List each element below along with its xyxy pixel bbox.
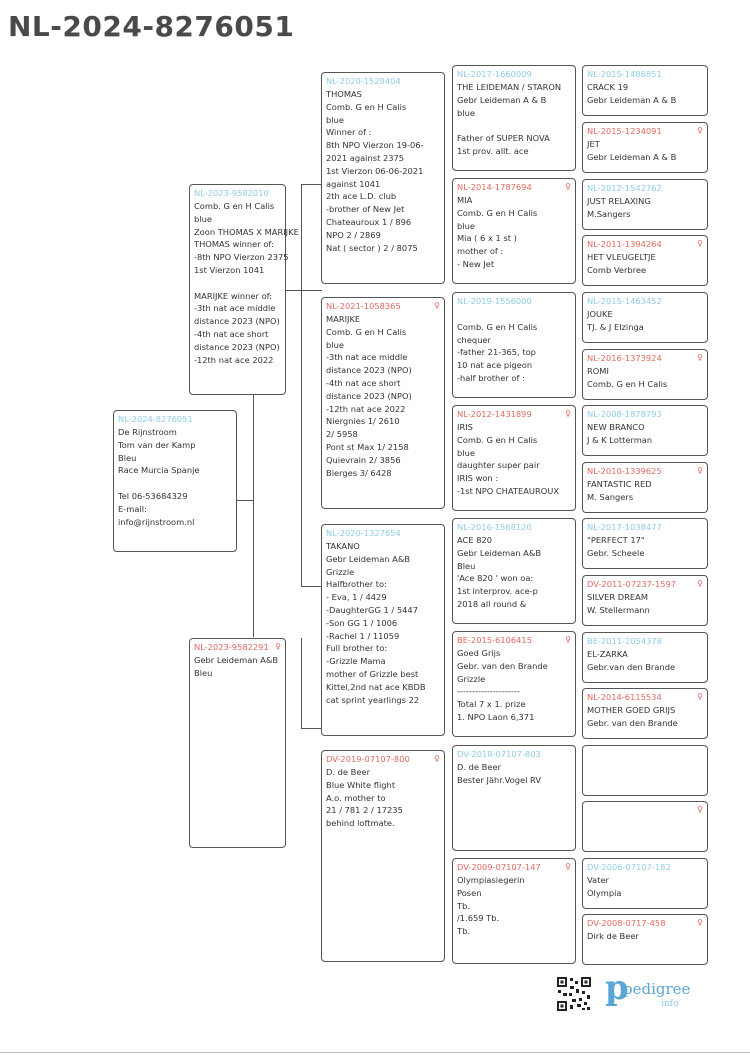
card-text-line: De Rijnstroom [118, 427, 177, 437]
card-header [457, 748, 571, 761]
connector-line [237, 500, 253, 501]
card-text-line: ACE 820 [457, 535, 493, 545]
pedigree-card-b9[interactable] [452, 292, 576, 398]
card-text-line: Dirk de Beer [587, 931, 639, 941]
card-header [457, 521, 571, 534]
card-text-line: -3th nat ace middle [194, 303, 276, 314]
pedigree-card-b0[interactable] [113, 410, 237, 552]
card-text-line: behind loftmate. [326, 818, 395, 829]
card-text-line: 2021 against 2375 [326, 152, 405, 163]
pedigree-card-b2[interactable] [189, 638, 286, 848]
pedigree-card-c8[interactable] [582, 518, 708, 569]
card-text-line: distance 2023 (NPO) [326, 390, 412, 401]
ring-number: DV-2009-07107-147 [457, 862, 541, 872]
card-text-line: -brother of New Jet [326, 204, 405, 215]
card-text-line: 21 / 781 2 / 17235 [326, 805, 403, 816]
card-text-line: Niergnies 1/ 2610 [326, 416, 400, 427]
card-text-line: Bleu [194, 667, 213, 678]
pedigree-card-c12[interactable] [582, 745, 708, 796]
ring-number: DV-2008-0717-458 [587, 918, 666, 928]
card-header [326, 753, 440, 766]
pedigree-card-b10[interactable] [452, 405, 576, 511]
card-text-line: FANTASTIC RED [587, 479, 652, 489]
card-text-line: CRACK 19 [587, 82, 629, 92]
card-text-line: - Eva, 1 / 4429 [326, 592, 387, 603]
pedigree-card-b14[interactable] [452, 858, 576, 964]
ring-number: DV-2006-07107-182 [587, 862, 671, 872]
pedigree-card-b1[interactable] [189, 184, 299, 395]
pedigree-card-c2[interactable] [582, 179, 708, 230]
card-text-line: Bleu [457, 560, 476, 571]
ring-number: NL-2023-9582010 [194, 188, 269, 198]
ring-number: DV-2011-07237-1597 [587, 579, 677, 589]
card-text-line: 2th ace L.D. club [326, 191, 397, 202]
card-text-line: mother of : [457, 246, 504, 257]
ring-number: DV-2019-07107-800 [326, 754, 410, 764]
ring-number: NL-2015-1463452 [587, 296, 662, 306]
card-text-line: blue [457, 220, 475, 231]
card-text-line: Gebr. Scheele [587, 547, 645, 558]
card-header [326, 75, 440, 88]
qr-code [556, 976, 592, 1012]
female-sex-icon: ♀ [697, 918, 703, 927]
card-header [587, 125, 703, 138]
card-header [118, 413, 232, 426]
card-header [194, 641, 281, 654]
ring-number: NL-2016-1568120 [457, 522, 532, 532]
card-text-line: THE LEIDEMAN / STARON [457, 82, 562, 92]
card-text-line: Halfbrother to: [326, 579, 387, 590]
card-text-line: blue [326, 339, 344, 350]
ring-number: BE-2011-2054378 [587, 636, 662, 646]
card-text-line: Winner of : [326, 127, 372, 138]
card-text-line: MIA [457, 195, 473, 205]
card-text-line: -Rachel 1 / 11059 [326, 630, 400, 641]
pedigree-card-c14[interactable] [582, 858, 708, 909]
card-text-line: Vater [587, 875, 609, 885]
ring-number: NL-2017-1038477 [587, 522, 662, 532]
card-text-line: "PERFECT 17" [587, 535, 645, 545]
ring-number: NL-2015-1234091 [587, 126, 662, 136]
card-header [587, 182, 703, 195]
pedigree-card-c4[interactable] [582, 292, 708, 343]
card-text-line: D. de Beer [457, 762, 501, 772]
card-text-line: against 1041 [326, 178, 381, 189]
card-text-line: TAKANO [326, 541, 360, 551]
female-sex-icon: ♀ [697, 692, 703, 701]
pedigree-card-c7[interactable] [582, 462, 708, 513]
card-header [457, 861, 571, 874]
pedigree-card-b5[interactable] [321, 524, 445, 736]
card-header [457, 295, 571, 308]
card-text-line: chequer [457, 334, 491, 345]
pedigree-card-b8[interactable] [452, 178, 576, 284]
card-text-line: /1.659 Tb. [457, 913, 500, 924]
card-text-line [457, 119, 571, 132]
card-text-line: Pont st Max 1/ 2158 [326, 441, 409, 452]
card-header [587, 465, 703, 478]
card-text-line: 1st Vierzon 1041 [194, 264, 265, 275]
card-text-line: Comb. G en H Calis [457, 207, 538, 218]
card-text-line: info@rijnstroom.nl [118, 516, 195, 527]
card-header [457, 408, 571, 421]
logo-letter-p-icon: p [605, 968, 629, 1008]
card-text-line: Bester Jähr.Vogel RV [457, 774, 542, 785]
card-text-line: -Son GG 1 / 1006 [326, 617, 398, 628]
ring-number: NL-2014-1787694 [457, 182, 532, 192]
card-text-line: HET VLEUGELTJE [587, 252, 656, 262]
card-text-line: Gebr. van den Brande [457, 660, 548, 671]
card-header [587, 408, 703, 421]
pedigree-card-c6[interactable] [582, 405, 708, 456]
card-text-line: Nat ( sector ) 2 / 8075 [326, 242, 418, 253]
card-text-line: SILVER DREAM [587, 592, 648, 602]
card-header [587, 635, 703, 648]
card-header [587, 295, 703, 308]
card-header [587, 917, 703, 930]
pedigree-card-c13[interactable] [582, 801, 708, 852]
card-text-line: Gebr Leideman A & B [587, 94, 677, 105]
card-text-line: daughter super pair [457, 460, 540, 471]
connector-line [301, 184, 322, 185]
card-text-line: --------------------- [457, 686, 520, 697]
card-text-line: JOUKE [587, 309, 613, 319]
card-text-line: distance 2023 (NPO) [326, 365, 412, 376]
card-text-line: cat sprint yearlings 22 [326, 694, 420, 705]
card-text-line: Total 7 x 1. prize [457, 699, 526, 710]
card-text-line [194, 277, 281, 290]
pedigree-card-b11[interactable] [452, 518, 576, 624]
card-text-line: NPO 2 / 2869 [326, 229, 381, 240]
card-text-line: Race Murcia Spanje [118, 465, 200, 476]
female-sex-icon: ♀ [565, 862, 571, 871]
card-text-line: Gebr.van den Brande [587, 661, 676, 672]
card-text-line: M.Sangers [587, 208, 631, 219]
card-text-line: mother of Grizzle best [326, 668, 419, 679]
ring-number: NL-2016-1373924 [587, 353, 662, 363]
ring-number: NL-2019-1556000 [457, 296, 532, 306]
female-sex-icon: ♀ [565, 182, 571, 191]
card-text-line: -8th NPO Vierzon 2375 [194, 252, 289, 263]
card-header [326, 527, 440, 540]
card-text-line: A.o. mother to [326, 792, 386, 803]
pedigree-card-c5[interactable] [582, 349, 708, 400]
card-text-line: 1st prov. allt. ace [457, 145, 529, 156]
card-text-line: Gebr Leideman A & B [457, 94, 547, 105]
female-sex-icon: ♀ [697, 805, 703, 814]
card-header [457, 68, 571, 81]
female-sex-icon: ♀ [565, 409, 571, 418]
card-text-line: MARIJKE winner of: [194, 290, 273, 301]
card-text-line: 8th NPO Vierzon 19-06- [326, 140, 424, 151]
card-header [326, 300, 440, 313]
card-text-line: -12th nat ace 2022 [194, 354, 274, 365]
card-text-line: -Grizzle Mama [326, 656, 386, 667]
card-text-line: Full brother to: [326, 643, 388, 654]
card-text-line: Olympia [587, 887, 622, 898]
pedigree-card-c3[interactable] [582, 235, 708, 286]
ring-number: NL-2008-1878793 [587, 409, 662, 419]
card-text-line: 1. NPO Laon 6,371 [457, 711, 535, 722]
card-text-line: -4th nat ace short [326, 377, 401, 388]
card-text-line: Quievrain 2/ 3856 [326, 454, 401, 465]
bottom-divider [0, 1052, 750, 1053]
card-header [587, 352, 703, 365]
card-text-line: 1st Vierzon 06-06-2021 [326, 165, 424, 176]
card-header [587, 804, 703, 817]
card-text-line: - New Jet [457, 258, 495, 269]
ring-number: NL-2020-1529404 [326, 76, 401, 86]
female-sex-icon: ♀ [697, 466, 703, 475]
card-text-line: MARIJKE [326, 314, 361, 324]
pedigree-title: NL-2024-8276051 [8, 10, 295, 43]
card-text-line: Tb. [457, 900, 470, 911]
card-text-line: IRIS won : [457, 473, 499, 484]
pedigree-card-b6[interactable] [321, 750, 445, 962]
female-sex-icon: ♀ [697, 126, 703, 135]
card-text-line: D. de Beer [326, 767, 370, 777]
card-text-line: Mia ( 6 x 1 st ) [457, 233, 517, 244]
card-text-line: ROMI [587, 366, 609, 376]
card-text-line: Gebr Leideman A & B [587, 151, 677, 162]
card-header [194, 187, 281, 200]
card-text-line: Comb. G en H Calis [457, 434, 538, 445]
card-text-line: blue [457, 447, 475, 458]
card-text-line: Tom van der Kamp [118, 439, 196, 450]
card-text-line: Gebr Leideman A&B [457, 547, 542, 558]
female-sex-icon: ♀ [697, 353, 703, 362]
card-text-line: IRIS [457, 422, 473, 432]
card-text-line: Comb. G en H Calis [326, 326, 407, 337]
card-header [587, 748, 703, 761]
card-text-line: J & K Lotterman [587, 434, 653, 445]
ring-number: NL-2015-1486851 [587, 69, 662, 79]
card-text-line: Tb. [457, 926, 470, 937]
card-text-line: distance 2023 (NPO) [194, 316, 280, 327]
card-text-line: Father of SUPER NOVA [457, 133, 550, 144]
ring-number: NL-2014-6115534 [587, 692, 662, 702]
card-text-line: TJ. & J Elzinga [587, 321, 644, 332]
card-text-line: distance 2023 (NPO) [194, 341, 280, 352]
connector-line [301, 638, 302, 728]
card-text-line: Comb. G en H Calis [457, 321, 538, 332]
ring-number: NL-2012-1431899 [457, 409, 532, 419]
card-text-line: -DaughterGG 1 / 5447 [326, 604, 418, 615]
pedigree-card-c10[interactable] [582, 632, 708, 683]
card-text-line: 2018 all round & [457, 598, 527, 609]
card-text-line: Kittel,2nd nat ace KBDB [326, 681, 426, 692]
card-text-line: Chateauroux 1 / 896 [326, 216, 412, 227]
pedigree-card-b7[interactable] [452, 65, 576, 171]
ring-number: NL-2023-9582291 [194, 642, 269, 652]
card-header [587, 691, 703, 704]
card-header [457, 181, 571, 194]
card-text-line: Gebr Leideman A&B [194, 655, 279, 665]
card-text-line: Gebr Leideman A&B [326, 553, 411, 564]
pedigree-card-c11[interactable] [582, 688, 708, 739]
pedigree-card-c9[interactable] [582, 575, 708, 626]
card-text-line: -half brother of : [457, 372, 525, 383]
card-text-line: 10 nat ace pigeon [457, 360, 533, 371]
card-text-line: Comb Verbree [587, 264, 647, 275]
ring-number: NL-2010-1339625 [587, 466, 662, 476]
card-text-line: Tel 06-53684329 [118, 490, 188, 501]
card-text-line: Blue White flight [326, 779, 396, 790]
card-text-line: Gebr. van den Brande [587, 717, 678, 728]
card-text-line: Grizzle [457, 673, 486, 684]
connector-line [301, 184, 302, 586]
card-text-line: blue [194, 213, 212, 224]
card-text-line [118, 477, 232, 490]
card-text-line: JET [587, 139, 600, 149]
female-sex-icon: ♀ [565, 635, 571, 644]
female-sex-icon: ♀ [434, 301, 440, 310]
card-text-line: Comb. G en H Calis [587, 378, 668, 389]
card-text-line: Bleu [118, 452, 137, 463]
card-text-line: EL-ZARKA [587, 649, 628, 659]
card-header [587, 578, 703, 591]
card-header [587, 521, 703, 534]
card-text-line: Comb. G en H Calis [194, 201, 275, 211]
card-text-line: Zoon THOMAS X MARIJKE [194, 226, 299, 237]
card-text-line: -3th nat ace middle [326, 352, 408, 363]
connector-line [301, 586, 322, 587]
card-text-line: JUST RELAXING [587, 196, 651, 206]
female-sex-icon: ♀ [697, 239, 703, 248]
card-text-line: Posen [457, 887, 482, 898]
ring-number: DV-2018-07107-803 [457, 749, 541, 759]
card-text-line: THOMAS [326, 89, 362, 99]
card-text-line: -12th nat ace 2022 [326, 403, 406, 414]
ring-number: NL-2020-1327654 [326, 528, 401, 538]
card-text-line: blue [457, 107, 475, 118]
card-text-line: Goed Grijs [457, 648, 501, 658]
card-text-line: 2/ 5958 [326, 429, 358, 440]
card-header [587, 861, 703, 874]
ring-number: NL-2021-1058365 [326, 301, 401, 311]
card-text-line: THOMAS winner of: [194, 239, 274, 250]
ring-number: BE-2015-6106415 [457, 635, 532, 645]
connector-line [286, 290, 322, 291]
pedigree-card-c0[interactable] [582, 65, 708, 116]
card-header [587, 68, 703, 81]
card-text-line: W. Stellermann [587, 604, 650, 615]
pedigree-card-b13[interactable] [452, 745, 576, 851]
female-sex-icon: ♀ [697, 579, 703, 588]
card-text-line: M. Sangers [587, 491, 634, 502]
connector-line [253, 395, 254, 637]
card-text-line: Bierges 3/ 6428 [326, 467, 392, 478]
pedigree-card-c1[interactable] [582, 122, 708, 173]
card-header [457, 634, 571, 647]
card-text-line: E-mail: [118, 503, 147, 514]
ring-number: NL-2011-1394264 [587, 239, 662, 249]
card-text-line: 'Ace 820 ' won oa: [457, 573, 534, 584]
logo-subtext: info [661, 999, 679, 1009]
connector-line [301, 728, 322, 729]
card-text-line: -4th nat ace short [194, 328, 269, 339]
logo-text: pedigree [623, 980, 691, 998]
card-text-line: 1st interprov. ace-p [457, 586, 538, 597]
card-text-line: blue [326, 114, 344, 125]
card-header [587, 238, 703, 251]
card-text-line: -father 21-365, top [457, 347, 536, 358]
card-text-line: NEW BRANCO [587, 422, 645, 432]
card-text-line: Grizzle [326, 566, 355, 577]
ring-number: NL-2012-1542762 [587, 183, 662, 193]
card-text-line: Olympiasiegerin [457, 875, 525, 885]
card-text-line: MOTHER GOED GRIJS [587, 705, 676, 715]
pedigree-card-c15[interactable] [582, 914, 708, 965]
female-sex-icon: ♀ [275, 642, 281, 651]
card-text-line: -1st NPO CHATEAUROUX [457, 485, 560, 496]
female-sex-icon: ♀ [434, 754, 440, 763]
pedigree-card-b3[interactable] [321, 72, 445, 284]
ring-number: NL-2017-1660009 [457, 69, 532, 79]
ring-number: NL-2024-8276051 [118, 414, 193, 424]
card-text-line [457, 308, 571, 321]
pedigree-card-b4[interactable] [321, 297, 445, 509]
card-text-line: Comb. G en H Calis [326, 101, 407, 112]
pedigree-card-b12[interactable] [452, 631, 576, 737]
